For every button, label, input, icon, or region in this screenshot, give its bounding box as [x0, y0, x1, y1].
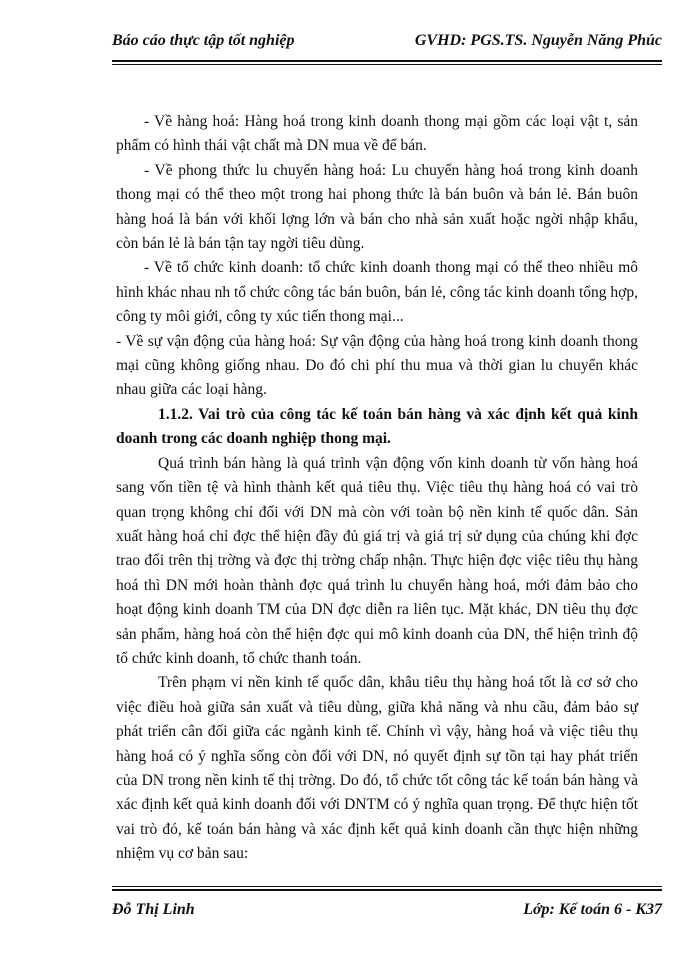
paragraph-circulation-method: - Về phong thức lu chuyển hàng hoá: Lu chuyển hàng hoá trong kinh doanh thong mại có thể theo một trong hai phong thức là bán buôn và bán lẻ. Bán buôn hàng hoá là bán với khối lợng lớn và bán cho nhà sản xuất hoặc ngời nhập khẩu, còn bán lẻ là bán tận tay ngời tiêu dùng. — [116, 161, 638, 253]
paragraph-business-organization: - Về tổ chức kinh doanh: tổ chức kinh doanh thong mại có thể theo nhiều mô hình khác nhau nh tổ chức công tác bán buôn, bán lẻ, công tác kinh doanh tổng hợp, công ty môi giới, công ty xúc tiến thong mại... — [116, 259, 638, 326]
header-rule-thick — [112, 60, 662, 62]
paragraph-goods-movement: - Về sự vận động của hàng hoá: Sự vận động của hàng hoá trong kinh doanh thong mại cũng không giống nhau. Do đó chi phí thu mua và thời gian lu chuyển khác nhau giữa các loại hàng. — [116, 332, 638, 399]
header-supervisor: GVHD: PGS.TS. Nguyễn Năng Phúc — [414, 32, 662, 49]
footer-author: Đỗ Thị Linh — [112, 901, 195, 918]
page-header — [112, 32, 662, 56]
footer-rule-thin — [112, 886, 662, 887]
header-report-title: Báo cáo thực tập tốt nghiệp — [112, 32, 295, 49]
header-rule-thin — [112, 64, 662, 65]
section-heading: 1.1.2. Vai trò của công tác kế toán bán hàng và xác định kết quả kinh doanh trong các doanh nghiệp thong mại. — [116, 405, 638, 448]
paragraph-sales-process: Quá trình bán hàng là quá trình vận động vốn kinh doanh từ vốn hàng hoá sang vốn tiền tệ và hình thành kết quả tiêu thụ. Việc tiêu thụ hàng hoá có vai trò quan trọng không chỉ đối với DN mà còn với toàn bộ nền kinh tế quốc dân. Sản xuất hàng hoá chỉ đợc thể hiện đầy đủ giá trị và giá trị sử dụng của chúng khi đợc trao đổi trên thị trờng và đợc thị trờng chấp nhận. Thực hiện đợc việc tiêu thụ hàng hoá thì DN mới hoàn thành đợc quá trình lu chuyển hàng hoá, mới đảm bảo cho hoạt động kinh doanh TM của DN đợc diễn ra liên tục. Mặt khác, DN tiêu thụ đợc sản phẩm, hàng hoá còn thể hiện đợc qui mô kinh doanh của DN, thể hiện trình độ tổ chức kinh doanh, tổ chức thanh toán. — [116, 454, 638, 667]
document-body — [116, 110, 638, 867]
footer-class: Lớp: Kế toán 6 - K37 — [523, 901, 662, 918]
paragraph-national-economy: Trên phạm vi nền kinh tế quốc dân, khâu tiêu thụ hàng hoá tốt là cơ sở cho việc điều hoà giữa sản xuất và tiêu dùng, giữa khả năng và nhu cầu, đảm bảo sự phát triển cân đối giữa các ngành kinh tế. Chính vì vậy, hàng hoá và việc tiêu thụ hàng hoá có ý nghĩa sống còn đối với DN, nó quyết định sự tồn tại hay phát triển của DN trong nền kinh tế thị trờng. Do đó, tổ chức tốt công tác kế toán bán hàng và xác định kết quả kinh doanh đối với DNTM có ý nghĩa quan trọng. Để thực hiện tốt vai trò đó, kế toán bán hàng và xác định kết quả kinh doanh cần thực hiện những nhiệm vụ cơ bản sau: — [116, 674, 638, 863]
footer-rule-thick — [112, 889, 662, 891]
paragraph-goods: - Về hàng hoá: Hàng hoá trong kinh doanh thong mại gồm các loại vật t, sản phẩm có hình thái vật chất mà DN mua về để bán. — [116, 113, 638, 155]
page-footer — [112, 901, 662, 925]
